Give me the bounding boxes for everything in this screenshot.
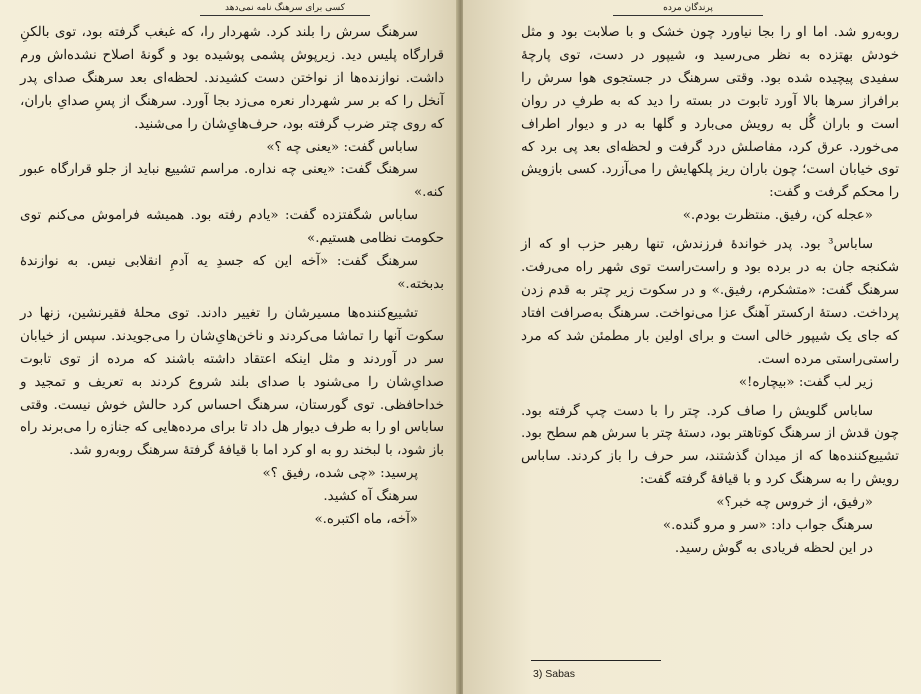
paragraph: پرسید: «چی شده، رفیق ؟»	[262, 466, 418, 482]
paragraph: «رفیق، از خروس چه خبر؟»	[716, 495, 873, 511]
paragraph: ساباس گفت: «یعنی چه ؟»	[266, 139, 418, 155]
paragraph: روبه‌رو شد. اما او را بجا نیاورد چون خشک و با صلابت بود و مثل خودش بهتزده به نظر می‌رسید و، شیپور در دست، توی پارچهٔ سفیدی پیچیده شده بود. وقتی سرهنگ در جستجوی هوا سرش را برافراز سرها بالا آورد تابوت در بسته را دید که به طرفِ در روان است و باران گُل به رویش می‌بارد و گلها به در و دیوار اطراف می‌خورد. عرق کرد، مفاصلش درد گرفت و لحظه‌ای بعد پی برد که توی خیابان است؛ چون باران ریز پلکهایش را می‌آزرد. کسی بازویش را محکم گرفت و گفت:	[521, 25, 899, 201]
paragraph: سرهنگ سرش را بلند کرد. شهردار را، که غبغب گرفته بود، توی بالکنِ قرارگاه پلیس دید. زیرپوش پشمی پوشیده بود و گونهٔ اصلاح نشده‌اش ورم داشت. نوازنده‌ها از نواختن دست کشیدند. لحظه‌ای بعد سرهنگ صدای پدر آنخل را که بر سر شهردار نعره می‌زد بجا آورد. سرهنگ از پسِ صدایِ باران، که روی چتر ضرب گرفته بود، حرف‌هایِ‌شان را می‌شنید.	[20, 25, 444, 132]
paragraph: «عجله کن، رفیق. منتظرت بودم.»	[682, 208, 873, 224]
body-text	[521, 22, 899, 561]
paragraph: زیر لب گفت: «بیچاره!»	[738, 374, 873, 390]
paragraph: در این لحظه فریادی به گوش رسید.	[674, 540, 873, 556]
footnote-rule	[531, 660, 661, 661]
running-head: کسی برای سرهنگ نامه نمی‌دهد	[200, 3, 370, 16]
paragraph: سرهنگ گفت: «آخه این که جسدِ یه آدمِ انقلابی نیس. به نوازندهٔ بدبخته.»	[20, 254, 444, 292]
paragraph: ساباس³ بود. پدر خواندهٔ فرزندش، تنها رهبر حزب او که از شکنجه جان به در برده بود و راست‌راست توی شهر راه می‌رفت. سرهنگ گفت: «متشکرم، رفیق.» و در سکوت زیر چتر به قدم زدن پرداخت. دستهٔ ارکستر آهنگ عزا می‌نواخت. سرهنگ به‌صرافت افتاد که جای یک شیپور خالی است و برای اولین بار مطمئن شد که مرد راستی‌راستی مرده است.	[521, 237, 899, 367]
paragraph: ساباس شگفتزده گفت: «یادم رفته بود. همیشه فراموش می‌کنم توی حکومت نظامی هستیم.»	[20, 208, 444, 247]
right-page	[463, 0, 921, 694]
footnote: 3) Sabas	[533, 668, 576, 680]
running-head: پرندگان مرده	[613, 3, 763, 16]
paragraph: ساباس گلویش را صاف کرد. چتر را با دست چپ گرفته بود. چون قدش از سرهنگ کوتاهتر بود، دستهٔ چتر با سرش هم سطح بود. تشییع‌کننده‌ها که از میدان گذشتند، سر حرف را باز کردند. ساباس رویش را به سرهنگ کرد و با قیافهٔ گرفته گفت:	[521, 403, 899, 488]
left-page	[0, 0, 458, 694]
paragraph: سرهنگ گفت: «یعنی چه نداره. مراسم تشییع نباید از جلو قرارگاه عبور کنه.»	[20, 162, 444, 201]
paragraph: تشییع‌کننده‌ها مسیرشان را تغییر دادند. توی محلهٔ فقیرنشین، زنها در سکوت آنها را تماشا می‌کردند و ناخن‌هایِ‌شان را می‌جویدند. سپس از خیابان سر در آوردند و مثل اینکه اعتقاد داشته باشند که مرده از توی تابوت صدایِ‌شان را می‌شنود با صدای بلند شروع کردند به تعریف و تمجید و خداحافظی. توی گورستان، سرهنگ احساس کرد حالش خوش نیست. وقتی ساباس او را به طرف دیوار هل داد تا برای مرده‌هایی که جنازه را می‌برند راه باز شود، با لبخند رو به او کرد اما با قیافهٔ گرفتهٔ سرهنگ روبه‌رو شد.	[20, 305, 444, 459]
body-text	[20, 22, 444, 532]
paragraph: سرهنگ آه کشید.	[323, 489, 418, 505]
paragraph: «آخه، ماه اکتبره.»	[314, 512, 418, 528]
paragraph: سرهنگ جواب داد: «سر و مرو گنده.»	[662, 518, 873, 534]
